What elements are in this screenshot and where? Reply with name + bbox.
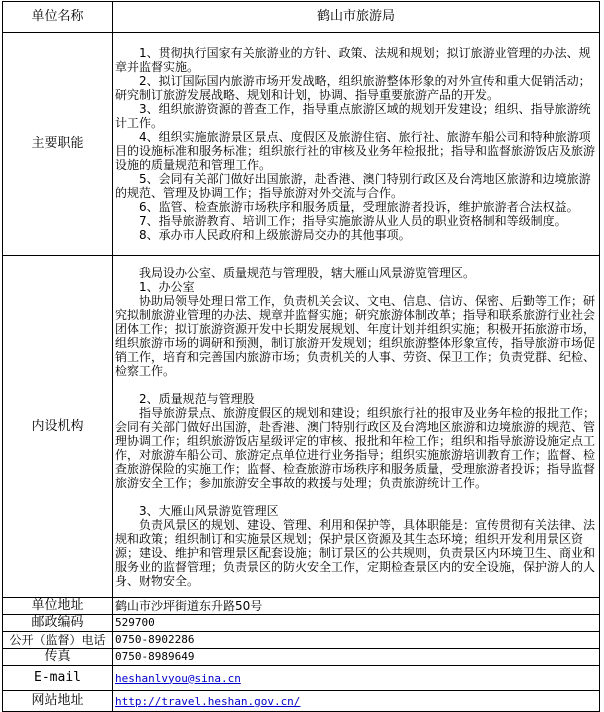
email-link[interactable]: heshanlvyou@sina.cn	[115, 671, 241, 685]
website-label: 网站地址	[3, 691, 113, 712]
website-cell	[113, 691, 600, 712]
unit-name-value: 鹤山市旅游局	[113, 2, 600, 33]
section-body: 负责风景区的规划、建设、管理、利用和保护等，具体职能是：宣传贯彻有关法律、法规和政策；组织制订和实施景区规划；保护景区资源及其生态环境；组织开发利用景区资源；建设、维护和管理景区配套设施；制订景区的公共规则，负责景区内环境卫生、商业和服务业的监督管理；负责景区的防火安全工作，定期检查景区内的安全设施，保护游人的人身、财物安全。	[115, 517, 596, 588]
phone-label: 公开（监督）电话	[3, 632, 113, 649]
row-org	[3, 256, 600, 598]
website-link[interactable]: http://travel.heshan.gov.cn/	[115, 694, 301, 708]
org-label: 内设机构	[3, 256, 113, 598]
row-unit-name	[3, 2, 600, 33]
org-content	[113, 256, 600, 598]
postal-value: 529700	[113, 615, 600, 632]
email-label: E-mail	[3, 666, 113, 691]
section-title: 1、办公室	[139, 279, 195, 294]
address-label: 单位地址	[3, 598, 113, 615]
duty-item: 3、组织旅游资源的普查工作，指导重点旅游区域的规划开发建设；组织、指导旅游统计工作。	[115, 102, 591, 130]
duty-item: 6、监管、检查旅游市场秩序和服务质量，受理旅游者投诉，维护旅游者合法权益。	[139, 200, 579, 214]
duty-item: 4、组织实施旅游景区景点、度假区及旅游住宿、旅行社、旅游车船公司和特种旅游项目的设施标准和服务标准；组织旅行社的审核及业务年检报批；指导和监督旅游饭店及旅游设施的质量规范和管理工作。	[115, 130, 596, 172]
duty-item: 5、会同有关部门做好出国旅游，赴香港、澳门特别行政区及台湾地区旅游和边境旅游的规范、管理及协调工作；指导旅游对外交流与合作。	[115, 172, 591, 200]
duties-content	[113, 33, 600, 256]
row-address	[3, 598, 600, 615]
postal-label: 邮政编码	[3, 615, 113, 632]
row-email	[3, 666, 600, 691]
row-duties	[3, 33, 600, 256]
row-website	[3, 691, 600, 712]
address-value: 鹤山市沙坪街道东升路50号	[113, 598, 600, 615]
unit-name-label: 单位名称	[3, 2, 113, 33]
row-fax	[3, 649, 600, 666]
duty-item: 7、指导旅游教育、培训工作；指导实施旅游从业人员的职业资格制和等级制度。	[139, 214, 567, 228]
section-title: 3、大雁山风景游览管理区	[139, 503, 279, 518]
section-body: 指导旅游景点、旅游度假区的规划和建设；组织旅行社的报审及业务年检的报批工作；会同有关部门做好出国游，赴香港、澳门特别行政区及台湾地区旅游和边境旅游的规范、管理协调工作；组织旅游饭店星级评定的审核、报批和年检工作；组织和指导旅游设施定点工作，对旅游车船公司、旅游定点单位进行业务指导；组织实施旅游培训教育工作；监督、检查旅游保险的实施工作；监督、检查旅游市场秩序和服务质量，受理旅游者投诉；指导监督旅游安全工作；参加旅游安全事故的救援与处理；负责旅游统计工作。	[115, 405, 596, 490]
duties-label: 主要职能	[3, 33, 113, 256]
fax-value: 0750-8989649	[113, 649, 600, 666]
duty-item: 2、拟订国际国内旅游市场开发战略，组织旅游整体形象的对外宣传和重大促销活动；研究制订旅游发展战略、规划和计划，协调、指导重要旅游产品的开发。	[115, 74, 591, 102]
duty-item: 1、贯彻执行国家有关旅游业的方针、政策、法规和规划；拟订旅游业管理的办法、规章并监督实施。	[115, 46, 591, 74]
phone-value: 0750-8902286	[113, 632, 600, 649]
section-body: 协助局领导处理日常工作，负责机关会议、文电、信息、信访、保密、后勤等工作；研究拟制旅游业管理的办法、规章并监督实施；研究旅游体制改革；指导和联系旅游行业社会团体工作；拟订旅游资源开发中长期发展规划、年度计划并组织实施；积极开拓旅游市场，组织旅游市场的调研和预测，制订旅游开发规划；组织旅游整体形象宣传，指导旅游市场促销工作，培育和完善国内旅游市场；负责机关的人事、劳资、保卫工作；负责党群、纪检、检察工作。	[115, 293, 596, 378]
row-phone	[3, 632, 600, 649]
row-postal	[3, 615, 600, 632]
email-cell	[113, 666, 600, 691]
org-intro: 我局设办公室、质量规范与管理股，辖大雁山风景游览管理区。	[139, 265, 476, 280]
duty-item: 8、承办市人民政府和上级旅游局交办的其他事项。	[139, 228, 411, 242]
section-title: 2、质量规范与管理股	[139, 391, 255, 406]
info-table	[2, 1, 600, 712]
fax-label: 传真	[3, 649, 113, 666]
